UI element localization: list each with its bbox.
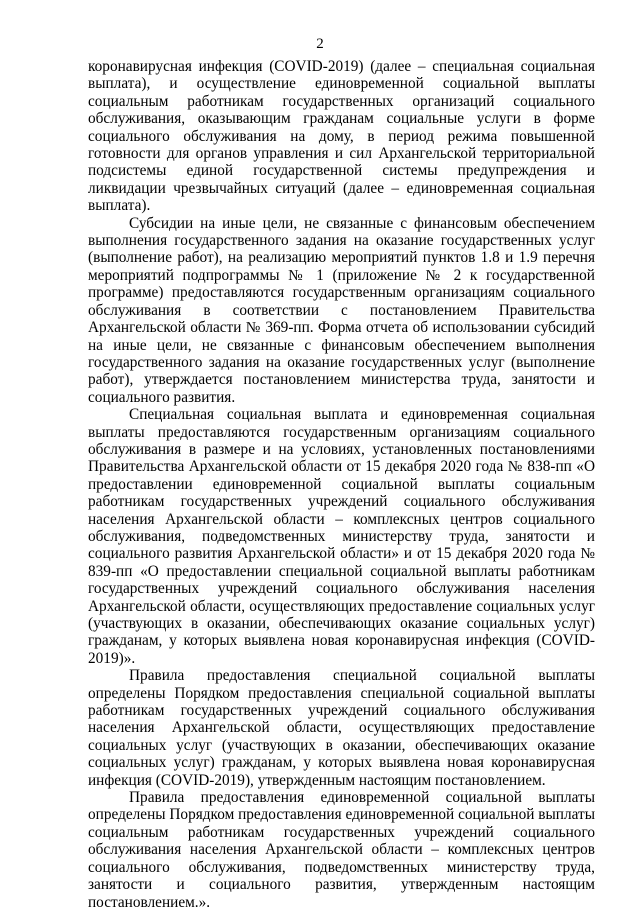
paragraph-special-payment-conditions: Специальная социальная выплата и единовременная социальная выплаты предоставляются государственным организациям социального обслуживания в размере и на условиях, установленных постановлениями Правительства Архангельской области от 15 декабря 2020 года № 838-пп «О предоставлении единовременной социальной выплаты социальным работникам государственных учреждений социального обслуживания населения Архангельской области – комплексных центров социального обслуживания, подведомственных министерству труда, занятости и социального развития Архангельской области» и от 15 декабря 2020 года № 839-пп «О предоставлении специальной социальной выплаты работникам государственных учреждений социального обслуживания населения Архангельской области, осуществляющих предоставление социальных услуг (участвующих в оказании, обеспечивающих оказание социальных услуг) гражданам, у которых выявлена новая коронавирусная инфекция (COVID-2019)». [88,406,595,667]
paragraph-continuation: коронавирусная инфекция (COVID-2019) (далее – специальная социальная выплата), и осуществление единовременной социальной выплаты социальным работникам государственных организаций социального обслуживания, оказывающим гражданам социальные услуги в форме социального обслуживания на дому, в период режима повышенной готовности для органов управления и сил Архангельской территориальной подсистемы единой государственной системы предупреждения и ликвидации чрезвычайных ситуаций (далее – единовременная социальная выплата). [88,58,595,215]
document-body [88,58,595,911]
page-number: 2 [316,36,324,52]
paragraph-subsidies: Субсидии на иные цели, не связанные с финансовым обеспечением выполнения государственного задания на оказание государственных услуг (выполнение работ), на реализацию мероприятий пунктов 1.8 и 1.9 перечня мероприятий подпрограммы № 1 (приложение № 2 к государственной программе) предоставляются государственным организациям социального обслуживания в соответствии с постановлением Правительства Архангельской области № 369-пп. Форма отчета об использовании субсидий на иные цели, не связанные с финансовым обеспечением выполнения государственного задания на оказание государственных услуг (выполнение работ), утверждается постановлением министерства труда, занятости и социального развития. [88,214,595,406]
paragraph-special-payment-rules: Правила предоставления специальной социальной выплаты определены Порядком предоставления специальной социальной выплаты работникам государственных учреждений социального обслуживания населения Архангельской области, осуществляющих предоставление социальных услуг (участвующих в оказании, обеспечивающих оказание социальных услуг) гражданам, у которых выявлена новая коронавирусная инфекция (COVID-2019), утвержденным настоящим постановлением. [88,667,595,789]
paragraph-one-time-payment-rules: Правила предоставления единовременной социальной выплаты определены Порядком предоставления единовременной социальной выплаты социальным работникам государственных учреждений социального обслуживания населения Архангельской области – комплексных центров социального обслуживания, подведомственных министерству труда, занятости и социального развития, утвержденным настоящим постановлением.». [88,789,595,911]
